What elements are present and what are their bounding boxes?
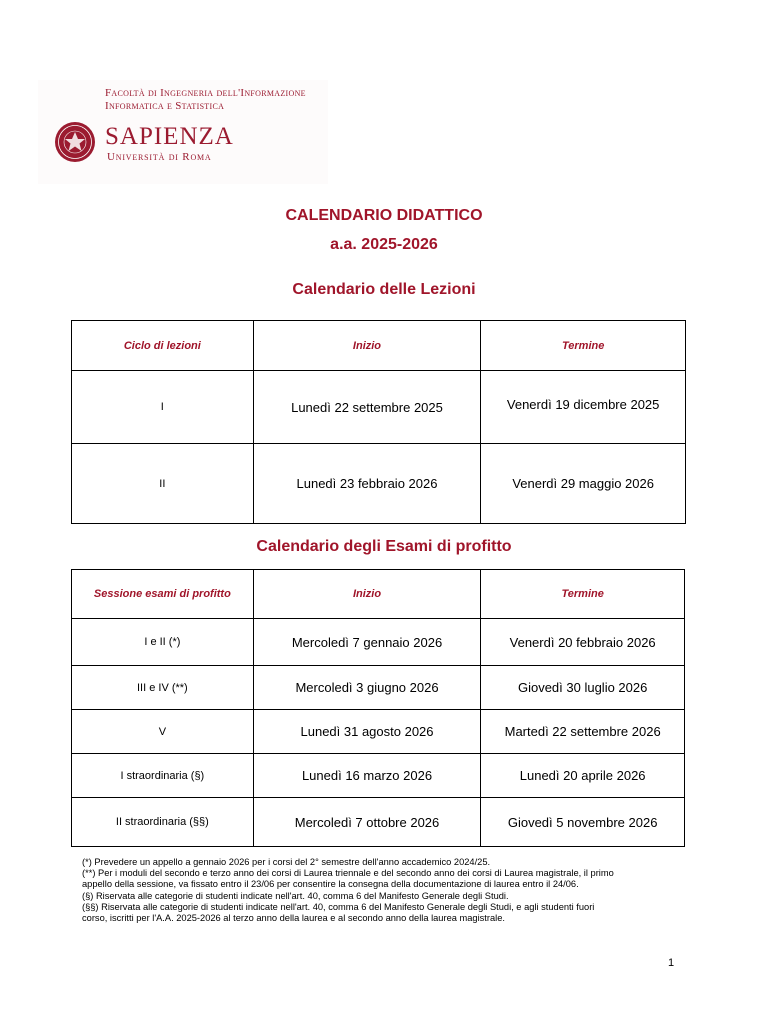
table-header-row	[72, 321, 686, 371]
footnotes	[82, 857, 722, 924]
lezioni-table	[71, 320, 686, 524]
inizio-cell: Lunedì 22 settembre 2025	[253, 371, 481, 444]
termine-cell: Martedì 22 settembre 2026	[481, 710, 685, 754]
sapienza-seal-icon	[54, 121, 96, 163]
lezioni-heading: Calendario delle Lezioni	[292, 281, 476, 298]
footnote-line: (§) Riservata alle categorie di studenti indicate nell'art. 40, comma 6 del Manifesto Generale degli Studi.	[82, 890, 509, 901]
sessione-cell: II straordinaria (§§)	[72, 798, 254, 847]
sessione-cell: III e IV (**)	[72, 666, 254, 710]
document-title: CALENDARIO DIDATTICO	[285, 207, 483, 224]
table-header-row	[72, 570, 685, 619]
ciclo-cell: I	[72, 371, 254, 444]
faculty-name-line1: Facoltà di Ingegneria dell'Informazione	[105, 87, 306, 99]
sessione-cell: V	[72, 710, 254, 754]
page-number: 1	[668, 957, 675, 969]
table-row	[72, 754, 685, 798]
column-header: Inizio	[253, 570, 481, 619]
table-row	[72, 444, 686, 524]
column-header: Ciclo di lezioni	[72, 321, 254, 371]
brand-wordmark: SAPIENZA	[105, 123, 234, 150]
footnote-line: appello della sessione, va fissato entro il 23/06 per consentire la consegna della documentazione di laurea entro il 24/06.	[82, 879, 579, 890]
column-header: Inizio	[253, 321, 481, 371]
footnote-line: (**) Per i moduli del secondo e terzo anno dei corsi di Laurea triennale e del secondo anno dei corsi di Laurea magistrale, il primo	[82, 868, 614, 879]
column-header: Termine	[481, 321, 686, 371]
brand-subtitle: Università di Roma	[107, 151, 212, 163]
termine-cell: Giovedì 5 novembre 2026	[481, 798, 685, 847]
termine-cell: Venerdì 20 febbraio 2026	[481, 619, 685, 666]
academic-year: a.a. 2025-2026	[330, 236, 438, 253]
termine-cell: Venerdì 19 dicembre 2025	[481, 371, 686, 444]
inizio-cell: Lunedì 31 agosto 2026	[253, 710, 481, 754]
table-row	[72, 619, 685, 666]
inizio-cell: Mercoledì 7 ottobre 2026	[253, 798, 481, 847]
table-row	[72, 371, 686, 444]
column-header: Termine	[481, 570, 685, 619]
sessione-cell: I straordinaria (§)	[72, 754, 254, 798]
table-row	[72, 798, 685, 847]
footnote-line: (*) Prevedere un appello a gennaio 2026 per i corsi del 2° semestre dell'anno accademico 2024/25.	[82, 857, 491, 867]
esami-heading: Calendario degli Esami di profitto	[256, 538, 512, 555]
inizio-cell: Mercoledì 7 gennaio 2026	[253, 619, 481, 666]
termine-cell: Giovedì 30 luglio 2026	[481, 666, 685, 710]
table-row	[72, 666, 685, 710]
termine-cell: Lunedì 20 aprile 2026	[481, 754, 685, 798]
termine-cell: Venerdì 29 maggio 2026	[481, 444, 686, 524]
table-row	[72, 710, 685, 754]
inizio-cell: Lunedì 16 marzo 2026	[253, 754, 481, 798]
inizio-cell: Mercoledì 3 giugno 2026	[253, 666, 481, 710]
esami-table	[71, 569, 685, 847]
faculty-name-line2: Informatica e Statistica	[105, 100, 225, 112]
footnote-line: corso, iscritti per l'A.A. 2025-2026 al terzo anno della laurea e al secondo anno della laurea magistrale.	[82, 913, 505, 924]
footnote-line: (§§) Riservata alle categorie di studenti indicate nell'art. 40, comma 6 del Manifesto Generale degli Studi, e agli studenti fuori	[82, 901, 595, 912]
inizio-cell: Lunedì 23 febbraio 2026	[253, 444, 481, 524]
column-header: Sessione esami di profitto	[72, 570, 254, 619]
sessione-cell: I e II (*)	[72, 619, 254, 666]
ciclo-cell: II	[72, 444, 254, 524]
